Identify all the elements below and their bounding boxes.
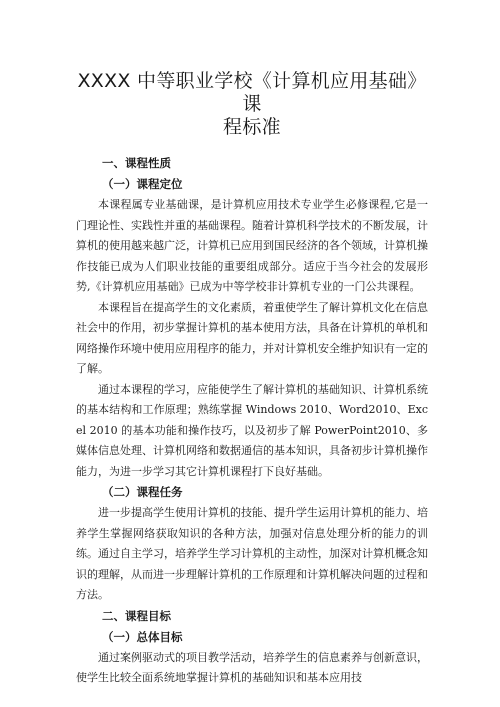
document-title-line1: XXXX 中等职业学校《计算机应用基础》课 [77, 70, 427, 115]
document-title [76, 70, 428, 139]
paragraph-course-positioning-2: 本课程旨在提高学生的文化素质，着重使学生了解计算机文化在信息社会中的作用，初步掌握计算机的基本使用方法，具备在计算机的单机和网络操作环境中使用应用程序的能力，并对计算机安全维护知识有一定的了解。 [76, 300, 428, 375]
paragraph-overall-objectives: 通过案例驱动式的项目教学活动，培养学生的信息素养与创新意识，使学生比较全面系统地掌握计算机的基础知识和基本应用技 [76, 650, 428, 684]
paragraph-course-tasks: 进一步提高学生使用计算机的技能、提升学生运用计算机的能力、培养学生掌握网络获取知识的各种方法，加强对信息处理分析的能力的训练。通过自主学习，培养学生学习计算机的主动性，加深对计算机概念知识的理解，从而进一步理解计算机的工作原理和计算机解决问题的过程和方法。 [76, 506, 428, 601]
section-heading-course-objectives: 二、课程目标 [102, 608, 171, 623]
paragraph-course-positioning-1: 本课程属专业基础课，是计算机应用技术专业学生必修课程,它是一门理论性、实践性并重的基础课程。随着计算机科学技术的不断发展，计算机的使用越来越广泛，计算机已应用到国民经济的各个领域，计算机操作技能已成为人们职业技能的重要组成部分。适应于当今社会的发展形势,《计算机应用基础》已成为中等学校非计算机专业的一门公共课程。 [76, 198, 428, 293]
subsection-heading-overall-objectives: （一）总体目标 [102, 629, 183, 644]
subsection-heading-course-positioning: （一）课程定位 [102, 177, 183, 191]
paragraph-course-positioning-3: 通过本课程的学习，应能使学生了解计算机的基础知识、计算机系统的基本结构和工作原理；熟练掌握 Windows 2010、Word2010、Excel 2010 的基本功能和操作技巧，以及初步了解 PowerPoint2010、多媒体信息处理、计算机网络和数据通信的基本知识，具备初步计算机操作能力，为进一步学习其它计算机课程打下良好基础。 [76, 382, 428, 478]
section-heading-course-nature: 一、课程性质 [102, 156, 171, 170]
subsection-heading-course-tasks: （二）课程任务 [102, 485, 183, 499]
document-title-line2: 程标准 [223, 116, 281, 138]
